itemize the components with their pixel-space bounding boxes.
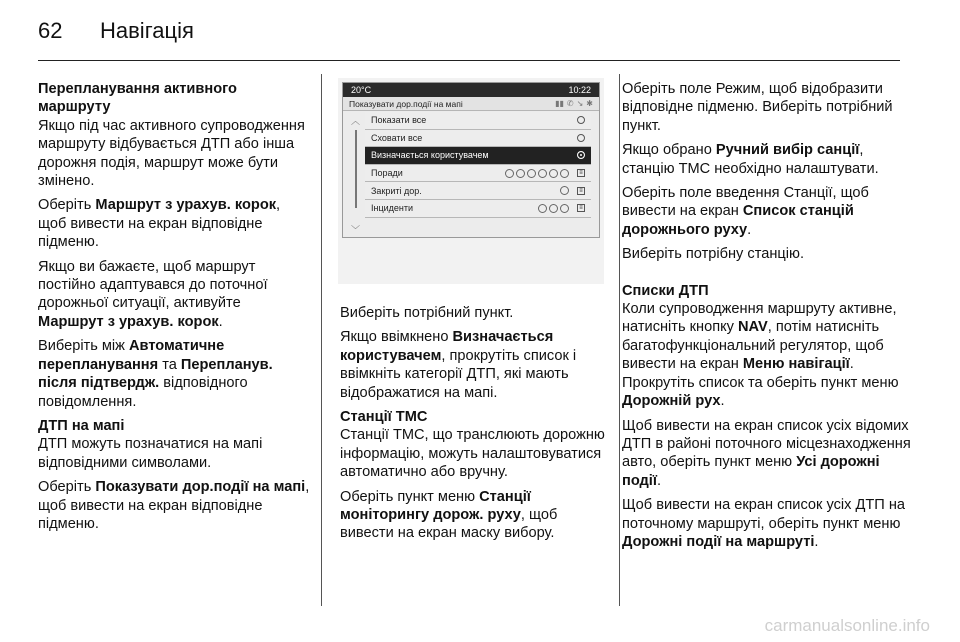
menu-list [343, 112, 599, 238]
column-divider-1 [321, 74, 322, 606]
paragraph: Якщо обрано Ручний вибір санції, станцію TMC необхідно налаштувати. [622, 142, 879, 177]
traffic-sign-icon [527, 169, 536, 178]
paragraph: Станції TMC, що транслюють дорожню інформацію, можуть налаштовуватися автоматично або вручну. [340, 427, 605, 481]
menu-item-tips[interactable]: Поради ≡ [365, 165, 591, 183]
road-closed-icon [560, 186, 569, 195]
column-2 [340, 304, 610, 549]
checkbox-icon: ≡ [577, 169, 585, 177]
scroll-down-icon[interactable]: ﹀ [351, 225, 361, 235]
column-3 [622, 80, 912, 557]
menu-item-incidents[interactable]: Інциденти ≡ [365, 200, 591, 218]
paragraph: Оберіть поле введення Станції, щоб вивести на екран Список станцій дорожнього руху. [622, 185, 869, 238]
clock: 10:22 [568, 85, 591, 95]
category-icons [403, 169, 577, 178]
paragraph: Оберіть поле Режим, щоб відобразити відповідне підменю. Виберіть потрібний пункт. [622, 81, 893, 134]
paragraph: Щоб вивести на екран список усіх ДТП на поточному маршруті, оберіть пункт меню Дорожні події на маршруті. [622, 497, 905, 550]
paragraph: Якщо під час активного супроводження маршруту відбувається ДТП або інша дорожня подія, маршрут може бути змінено. [38, 117, 305, 190]
bluetooth-icon: ✱ [586, 99, 593, 108]
section-heading-tmc-stations: Станції TMC [340, 409, 428, 426]
category-icons [422, 186, 577, 195]
radio-selected-icon [577, 151, 585, 159]
paragraph: Коли супроводження маршруту активне, натисніть кнопку NAV, потім натисніть багатофункціональний регулятор, щоб вивести на екран Меню навігації. Прокрутіть список та оберіть пункт меню Дорожній рух. [622, 301, 899, 410]
paragraph: ДТП можуть позначатися на мапі відповідними символами. [38, 436, 263, 471]
infotainment-screen [342, 82, 600, 238]
incident-icon [538, 204, 547, 213]
section-heading-incidents-on-map: ДТП на мапі [38, 417, 125, 434]
temperature: 20°C [351, 85, 372, 95]
paragraph: Виберіть потрібну станцію. [622, 246, 805, 263]
paragraph: Виберіть потрібний пункт. [340, 305, 514, 321]
menu-item-hide-all[interactable]: Сховати все [365, 130, 591, 148]
section-heading-incident-lists: Списки ДТП [622, 282, 709, 299]
category-icons [413, 204, 577, 213]
section-heading-reroute: Перепланування активного маршруту [38, 81, 237, 116]
checkbox-icon: ≡ [577, 187, 585, 195]
menu-item-closed-roads[interactable]: Закриті дор. ≡ [365, 182, 591, 200]
arrow-icon: ↘ [576, 99, 584, 108]
scroll-up-icon[interactable]: ︿ [351, 116, 361, 126]
menu-title: Показувати дор.події на мапі [349, 98, 463, 109]
paragraph: Оберіть Маршрут з урахув. корок, щоб вивести на екран відповідне підменю. [38, 197, 281, 251]
scrollbar[interactable] [349, 112, 363, 238]
infotainment-screenshot [338, 78, 604, 284]
status-icons [555, 99, 593, 108]
paragraph: Якщо ви бажаєте, щоб маршрут постійно адаптувався до поточної дорожньої ситуації, активуйте Маршрут з урахув. корок. [38, 258, 268, 330]
traffic-sign-icon [560, 169, 569, 178]
traffic-sign-icon [505, 169, 514, 178]
incident-icon [549, 204, 558, 213]
traffic-sign-icon [516, 169, 525, 178]
menu-item-user-defined[interactable]: Визначається користувачем [365, 147, 591, 165]
paragraph: Якщо ввімкнено Визначається користувачем, прокрутіть список і ввімкніть категорії ДТП, які мають відображатися на мапі. [340, 329, 577, 401]
scroll-track[interactable] [355, 130, 357, 208]
paragraph: Щоб вивести на екран список усіх відомих ДТП в районі поточного місцезнаходження авто, оберіть пункт меню Усі дорожні події. [622, 417, 911, 489]
checkbox-icon: ≡ [577, 204, 585, 212]
column-divider-2 [619, 74, 620, 606]
menu-item-show-all[interactable]: Показати все [365, 112, 591, 130]
status-bar [343, 83, 599, 97]
column-1 [38, 80, 310, 539]
menu-title-bar [343, 97, 599, 111]
paragraph: Оберіть пункт меню Станції моніторингу дорож. руху, щоб вивести на екран маску вибору. [340, 488, 558, 542]
paragraph: Оберіть Показувати дор.події на мапі, щоб вивести на екран відповідне підменю. [38, 479, 310, 532]
page-number: 62 [38, 18, 63, 43]
traffic-sign-icon [538, 169, 547, 178]
phone-icon: ✆ [566, 99, 574, 108]
radio-icon [577, 134, 585, 142]
signal-icon: ▮▮ [555, 99, 564, 108]
header-rule [38, 60, 900, 61]
page-header [38, 18, 194, 44]
page-title: Навігація [100, 18, 194, 43]
paragraph: Виберіть між Автоматичне перепланування та Перепланув. після підтвердж. відповідного повідомлення. [38, 338, 273, 410]
radio-icon [577, 116, 585, 124]
watermark: carmanualsonline.info [764, 616, 930, 635]
traffic-sign-icon [549, 169, 558, 178]
incident-icon [560, 204, 569, 213]
